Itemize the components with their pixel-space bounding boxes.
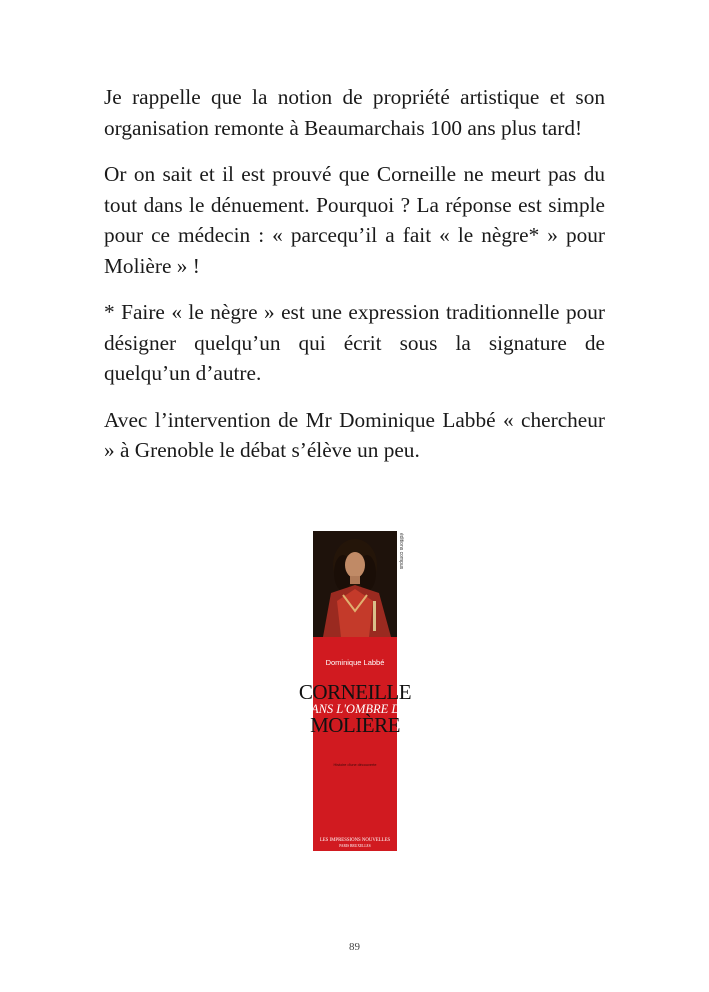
body-text (104, 82, 605, 482)
cover-author: Dominique Labbé (325, 658, 385, 667)
moliere-portrait-image (313, 531, 397, 637)
cover-title-line2: DANS L'OMBRE DE (301, 702, 409, 716)
page-number: 89 (349, 941, 360, 953)
paragraph-corneille: Or on sait et il est prouvé que Corneille ne meurt pas du tout dans le dénuement. Pourquoi ? La réponse est simple pour ce médecin : « parcequ’il a fait « le nègre* » pour Molière » ! (104, 162, 605, 278)
cover-publisher-vertical: éditions compus (398, 533, 404, 570)
paragraph-labbe: Avec l’intervention de Mr Dominique Labbé « chercheur » à Grenoble le débat s’élève un peu. (104, 407, 605, 462)
cover-subtitle: Histoire d'une découverte (333, 763, 377, 767)
paragraph-beaumarchais: Je rappelle que la notion de propriété artistique et son organisation remonte à Beaumarchais 100 ans plus tard! (104, 85, 605, 140)
cover-spine-strip (397, 531, 407, 631)
cover-title-line3: MOLIÈRE (310, 713, 400, 737)
cover-title-line1: CORNEILLE (298, 680, 412, 704)
paragraph-footnote-negre: * Faire « le nègre » est une expression traditionnelle pour désigner quelqu’un qui écrit sous la signature de quelqu’un d’autre. (104, 300, 605, 385)
cover-publisher-city: PARIS BRUXELLES (339, 844, 371, 848)
cover-publisher: LES IMPRESSIONS NOUVELLES (319, 838, 391, 843)
cover-title (291, 680, 419, 737)
